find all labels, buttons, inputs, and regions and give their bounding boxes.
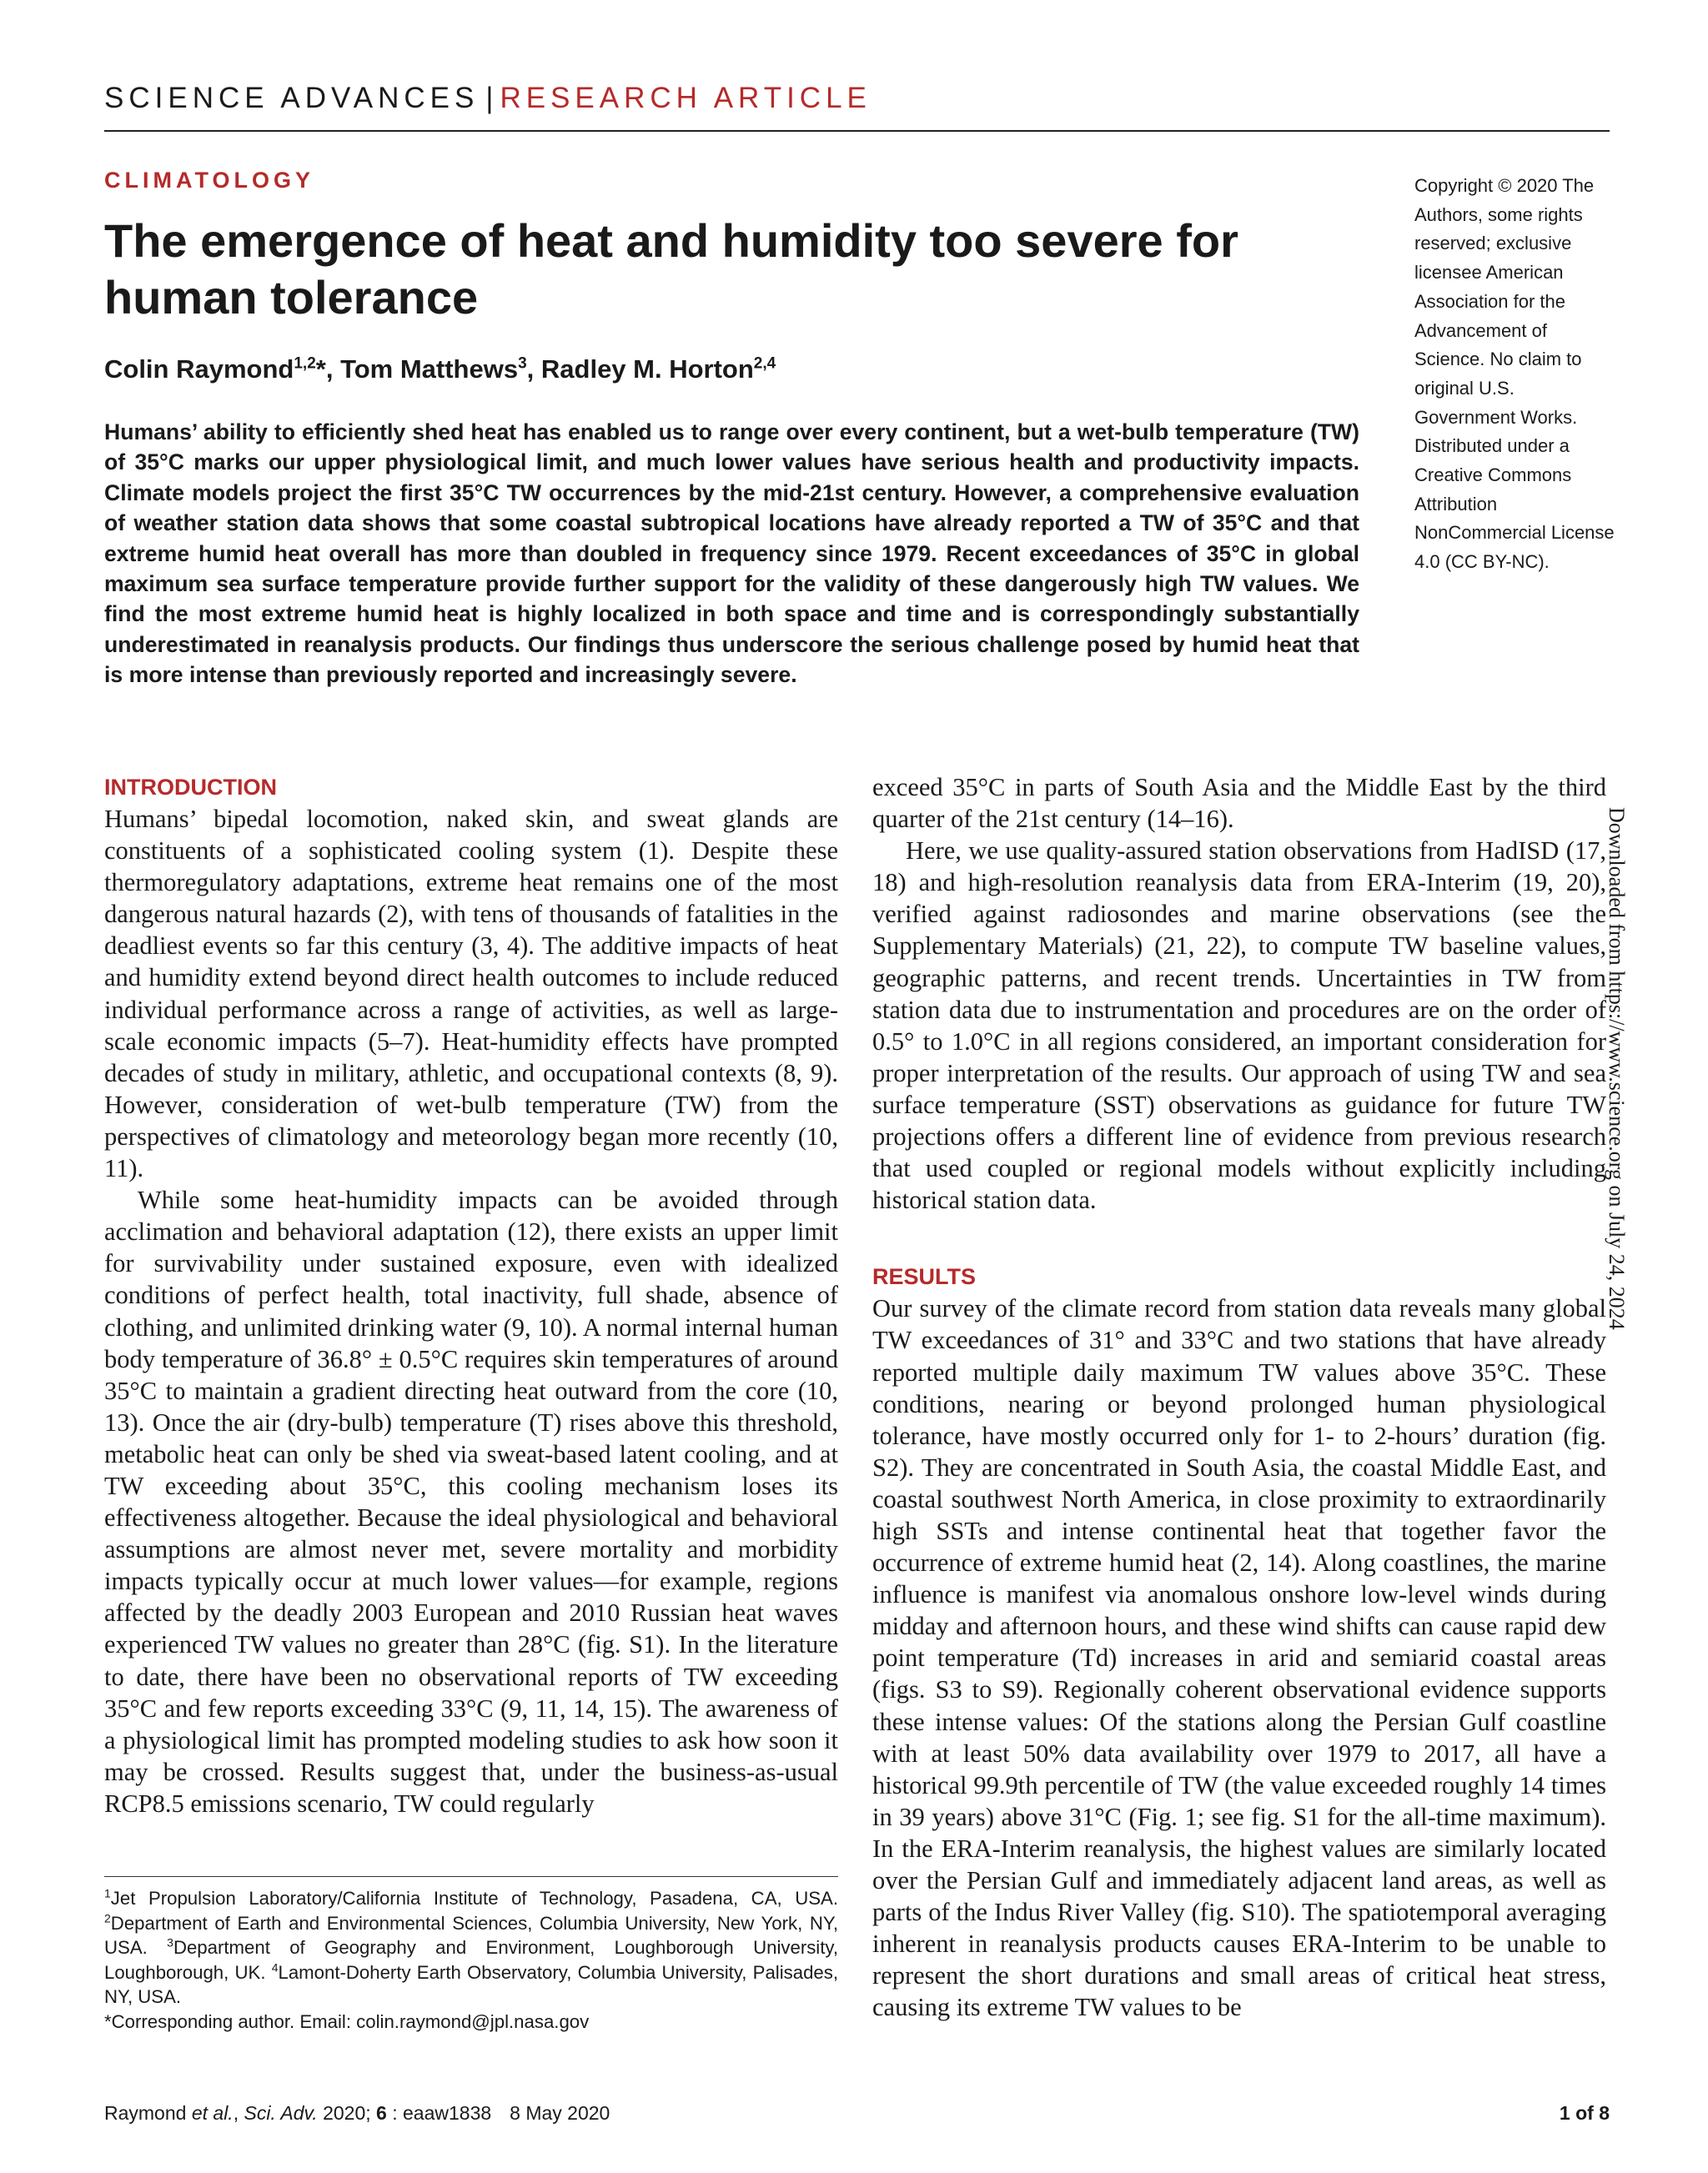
footnote-number: 3 (167, 1935, 173, 1950)
corresponding-author: *Corresponding author. Email: colin.raymond@jpl.nasa.gov (104, 2010, 590, 2032)
header-rule (104, 130, 1610, 132)
affiliation-1: Jet Propulsion Laboratory/California Institute of Technology, Pasadena, CA, USA. (110, 1888, 838, 1909)
header-separator: | (485, 82, 494, 114)
page-footer (104, 2102, 1610, 2135)
affiliation-4: Lamont-Doherty Earth Observatory, Columbia University, Palisades, NY, USA. (104, 1961, 839, 2007)
abstract: Humans’ ability to efficiently shed heat has enabled us to range over every continent, but a wet-bulb temperature (TW) of 35°C marks our upper physiological limit, and much lower values have serious health and productivity impacts. Climate models project the first 35°C TW occurrences by the mid-21st century. However, a comprehensive evaluation of weather station data shows that some coastal subtropical locations have already reported a TW of 35°C and that extreme humid heat overall has more than doubled in frequency since 1979. Recent exceedances of 35°C in global maximum sea surface temperature provide further support for the validity of these dangerously high TW values. We find the most extreme humid heat is highly localized in both space and time and is correspondingly substantially underestimated in reanalysis products. Our findings thus underscore the serious challenge posed by humid heat that is more intense than previously reported and increasingly severe. (104, 419, 1359, 688)
citation-article: : eaaw1838 (386, 2102, 492, 2124)
copyright-notice: Copyright © 2020 The Authors, some rights reserved; exclusive licensee American Association for the Advancement of Science. No claim to original U.S. Government Works. Distributed under a Creative Commons Attribution NonCommercial License 4.0 (CC BY-NC). (1414, 175, 1615, 573)
page-number: 1 of 8 (1559, 2102, 1610, 2124)
author-separator: , (325, 354, 341, 384)
download-note-text: Downloaded from https://www.science.org on July 24, 2024 (1605, 807, 1629, 1330)
footnotes (104, 1886, 838, 2034)
journal-name: SCIENCE ADVANCES (104, 82, 480, 114)
author-affiliation: 1,2 (294, 354, 316, 373)
results-paragraph-1: Our survey of the climate record from station data reveals many global TW exceedances of 31° and 33°C and two stations that have already reported multiple daily maximum TW values above 35°C. These conditions, nearing or beyond prolonged human physiological tolerance, have mostly occurred only for 1- to 2-hours’ duration (fig. S2). They are concentrated in South Asia, the coastal Middle East, and coastal southwest North America, in close proximity to extraordinarily high SSTs and intense continental heat that together favor the occurrence of extreme humid heat (2, 14). Along coastlines, the marine influence is manifest via anomalous onshore low-level winds during midday and afternoon hours, and these wind shifts can cause rapid dew point temperature (Td) increases in arid and semiarid coastal areas (figs. S3 to S9). Regionally coherent observational evidence supports these intense values: Of the stations along the Persian Gulf coastline with at least 50% data availability over 1979 to 2017, all have a historical 99.9th percentile of TW (the value exceeded roughly 14 times in 39 years) above 31°C (Fig. 1; see fig. S1 for the all-time maximum). In the ERA-Interim reanalysis, the highest values are similarly located over the Persian Gulf and immediately adjacent land areas, as well as parts of the Indus River Valley (fig. S10). The spatiotemporal averaging inherent in reanalysis products causes ERA-Interim to be unable to represent the short durations and small areas of critical heat stress, causing its extreme TW values to be (872, 1294, 1606, 2022)
article-title: The emergence of heat and humidity too severe for human tolerance (104, 214, 1238, 324)
author-affiliation: 2,4 (753, 354, 776, 373)
footnote-number: 1 (104, 1886, 111, 1900)
author-name: Radley M. Horton (540, 354, 754, 384)
journal-header (104, 82, 1610, 132)
intro-paragraph-1: Humans’ bipedal locomotion, naked skin, and sweat glands are constituents of a sophisticated cooling system (1). Despite these thermoregulatory adaptations, extreme heat remains one of the most dangerous natural hazards (2), with tens of thousands of fatalities in the deadliest events so far this century (3, 4). The additive impacts of heat and humidity extend beyond direct health outcomes to include reduced individual performance across a range of activities, as well as large-scale economic impacts (5–7). Heat-humidity effects have prompted decades of study in military, athletic, and occupational contexts (8, 9). However, consideration of wet-bulb temperature (TW) from the perspectives of climatology and meteorology began more recently (10, 11). (104, 805, 838, 1183)
citation-journal: Sci. Adv. (244, 2102, 318, 2124)
citation (104, 2102, 610, 2124)
article-type: RESEARCH ARTICLE (500, 82, 872, 114)
results-heading: RESULTS (872, 1264, 977, 1290)
author-name: Tom Matthews (340, 354, 519, 384)
publication-date: 8 May 2020 (510, 2102, 610, 2124)
left-column (104, 771, 838, 1819)
footnote-rule (104, 1876, 838, 1877)
footnote-number: 4 (271, 1960, 279, 1975)
citation-comma: , (233, 2102, 244, 2124)
footnote-number: 2 (104, 1911, 111, 1925)
affiliation-3: Department of Geography and Environment, Loughborough University, Loughborough, UK. (104, 1937, 839, 1983)
citation-etal: et al. (191, 2102, 234, 2124)
author-separator: , (526, 354, 541, 384)
citation-volume: 6 (376, 2102, 387, 2124)
citation-author: Raymond (104, 2102, 192, 2124)
author-list (104, 354, 776, 384)
author-affiliation: 3 (518, 354, 527, 373)
author-name: Colin Raymond (104, 354, 294, 384)
intro-paragraph-continued: exceed 35°C in parts of South Asia and the Middle East by the third quarter of the 21st century (14–16). (872, 773, 1606, 834)
corresponding-mark: * (315, 354, 326, 384)
right-column (872, 771, 1606, 2023)
affiliations (104, 1886, 838, 2010)
affiliation-2: Department of Earth and Environmental Sciences, Columbia University, New York, NY, USA. (104, 1912, 838, 1958)
introduction-heading: INTRODUCTION (104, 775, 277, 800)
citation-year: 2020; (317, 2102, 377, 2124)
category-label: CLIMATOLOGY (104, 168, 314, 193)
intro-paragraph-3: Here, we use quality-assured station observations from HadISD (17, 18) and high-resolution reanalysis data from ERA-Interim (19, 20), verified against radiosondes and marine observations (see the Supplementary Materials) (21, 22), to compute TW baseline values, geographic patterns, and recent trends. Uncertainties in TW from station data due to instrumentation and procedures are on the order of 0.5° to 1.0°C in all regions considered, an important consideration for proper interpretation of the results. Our approach of using TW and sea surface temperature (SST) observations as guidance for future TW projections offers a different line of evidence from previous research that used coupled or regional models without explicitly including historical station data. (872, 836, 1606, 1215)
download-watermark (1605, 807, 1654, 1408)
intro-paragraph-2: While some heat-humidity impacts can be avoided through acclimation and behavioral adaptation (12), there exists an upper limit for survivability under sustained exposure, even with idealized conditions of perfect health, total inactivity, full shade, absence of clothing, and unlimited drinking water (9, 10). A normal internal human body temperature of 36.8° ± 0.5°C requires skin temperatures of around 35°C to maintain a gradient directing heat outward from the core (10, 13). Once the air (dry-bulb) temperature (T) rises above this threshold, metabolic heat can only be shed via sweat-based latent cooling, and at TW exceeding about 35°C, this cooling mechanism loses its effectiveness altogether. Because the ideal physiological and behavioral assumptions are almost never met, severe mortality and morbidity impacts typically occur at much lower values—for example, regions affected by the deadly 2003 European and 2010 Russian heat waves experienced TW values no greater than 28°C (fig. S1). In the literature to date, there have been no observational reports of TW exceeding 35°C and few reports exceeding 33°C (9, 11, 14, 15). The awareness of a physiological limit has prompted modeling studies to ask how soon it may be crossed. Results suggest that, under the business-as-usual RCP8.5 emissions scenario, TW could regularly (104, 1186, 838, 1818)
